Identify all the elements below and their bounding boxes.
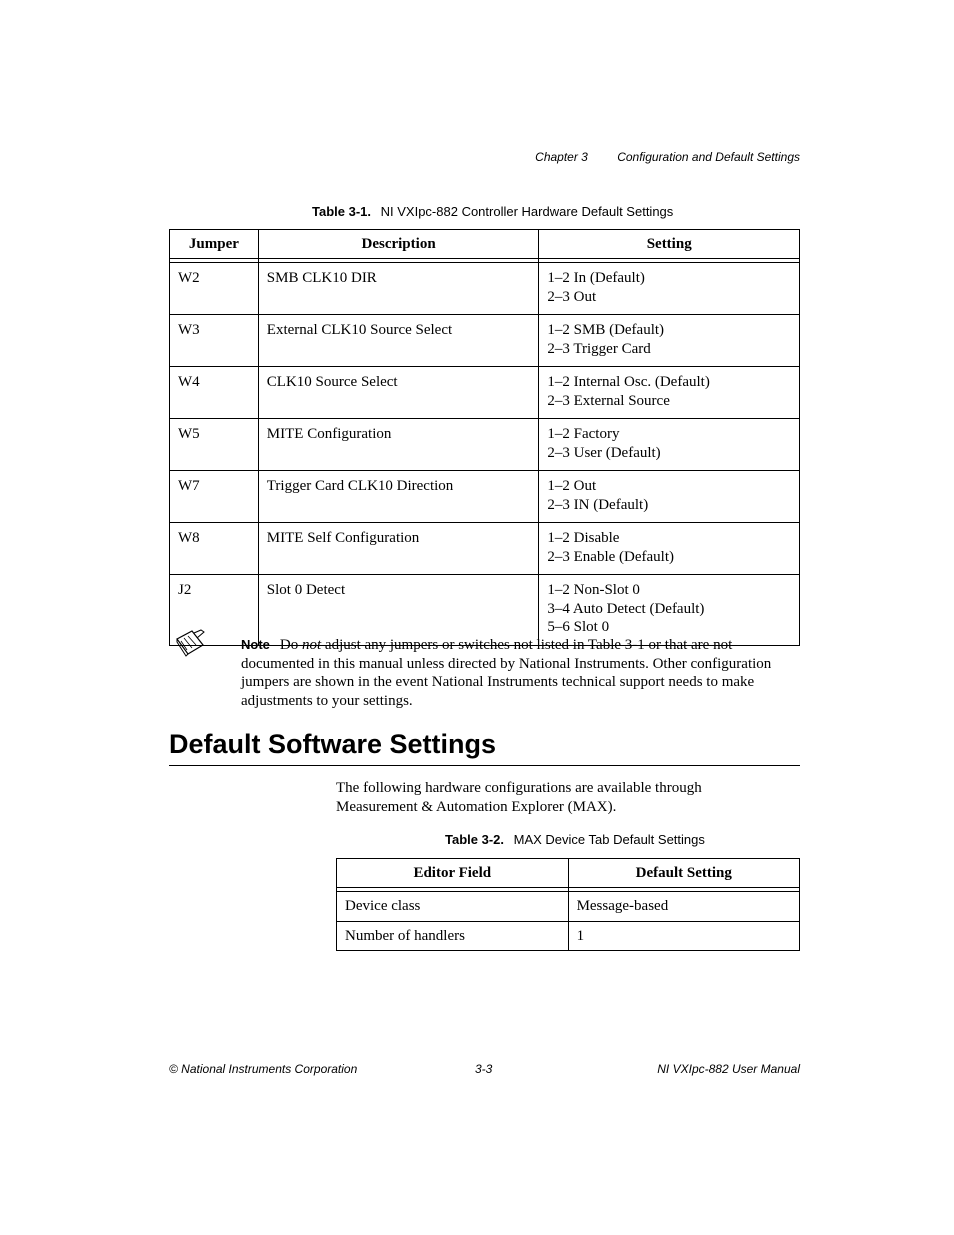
- setting-line: 2–3 Out: [547, 288, 597, 305]
- setting-line: 1–2 SMB (Default): [547, 322, 665, 338]
- default-setting-cell: 1: [576, 927, 585, 944]
- description-cell: MITE Configuration: [266, 426, 392, 442]
- hardware-settings-table: [169, 229, 800, 646]
- note-label: Note: [241, 637, 270, 652]
- footer-copyright: © National Instruments Corporation: [169, 1062, 358, 1076]
- setting-line: 1–2 Non-Slot 0: [547, 582, 640, 598]
- default-setting-cell: Message-based: [576, 898, 669, 914]
- note-paragraph: [241, 636, 801, 710]
- section-heading: Default Software Settings: [169, 726, 800, 766]
- note-pad-icon: [175, 629, 205, 657]
- table-row: [170, 471, 800, 523]
- table2-caption-number: Table 3-2.: [445, 832, 505, 847]
- note-emphasis: not: [301, 637, 322, 653]
- setting-line: 1–2 In (Default): [547, 270, 645, 286]
- setting-line: 1–2 Internal Osc. (Default): [547, 374, 710, 390]
- max-device-tab-table: [336, 858, 800, 951]
- table1-caption: [312, 204, 673, 219]
- header-title: Configuration and Default Settings: [617, 150, 800, 164]
- table2-caption-text: MAX Device Tab Default Settings: [513, 832, 705, 847]
- jumper-cell: W2: [178, 270, 200, 286]
- table-row: [337, 892, 800, 922]
- intro-paragraph: The following hardware configurations are available through Measurement & Automation Explorer (MAX).: [336, 780, 702, 815]
- description-cell: MITE Self Configuration: [266, 530, 420, 546]
- table-row: [337, 921, 800, 951]
- jumper-cell: J2: [178, 582, 192, 598]
- editor-field-cell: Device class: [345, 898, 421, 914]
- description-cell: CLK10 Source Select: [266, 374, 398, 390]
- table-header-row: [170, 230, 800, 259]
- description-cell: SMB CLK10 DIR: [266, 270, 377, 286]
- column-header-description: Description: [258, 230, 539, 259]
- editor-field-cell: Number of handlers: [345, 927, 465, 944]
- setting-line: 2–3 User (Default): [547, 444, 661, 461]
- note-text-after: adjust any jumpers or switches not listed in Table 3-1 or that are not documented in this manual unless directed by National Instruments. Other configuration jumpers are shown in the event National Instruments technical support needs to make adjustments to your settings.: [241, 637, 772, 709]
- jumper-cell: W3: [178, 322, 200, 338]
- jumper-cell: W8: [178, 530, 200, 546]
- column-header-default-setting: Default Setting: [568, 859, 799, 888]
- table-row: [170, 263, 800, 315]
- setting-line: 2–3 External Source: [547, 392, 670, 409]
- header-chapter: Chapter 3: [535, 150, 588, 164]
- note-text-before: Do: [279, 637, 302, 653]
- column-header-setting: Setting: [539, 230, 800, 259]
- table-row: [170, 575, 800, 646]
- table-row: [170, 419, 800, 471]
- table1-caption-text: NI VXIpc-882 Controller Hardware Default Settings: [380, 204, 674, 219]
- column-header-jumper: Jumper: [170, 230, 259, 259]
- jumper-cell: W4: [178, 374, 200, 390]
- setting-line: 3–4 Auto Detect (Default): [547, 600, 705, 617]
- setting-line: 5–6 Slot 0: [547, 619, 610, 635]
- column-header-editor-field: Editor Field: [337, 859, 569, 888]
- table2-caption: [445, 832, 705, 847]
- setting-line: 1–2 Out: [547, 478, 597, 494]
- description-cell: External CLK10 Source Select: [266, 322, 453, 338]
- description-cell: Slot 0 Detect: [266, 582, 346, 598]
- table1-caption-number: Table 3-1.: [312, 204, 372, 219]
- running-header: [535, 150, 800, 164]
- table-row: [170, 315, 800, 367]
- table-header-row: [337, 859, 800, 888]
- table-row: [170, 523, 800, 575]
- setting-line: 2–3 Trigger Card: [547, 340, 651, 357]
- setting-line: 1–2 Factory: [547, 426, 620, 442]
- setting-line: 2–3 IN (Default): [547, 496, 649, 513]
- jumper-cell: W5: [178, 426, 200, 442]
- footer-page-number: 3-3: [475, 1062, 493, 1076]
- setting-line: 1–2 Disable: [547, 530, 620, 546]
- description-cell: Trigger Card CLK10 Direction: [266, 478, 454, 494]
- footer-manual-title: NI VXIpc-882 User Manual: [657, 1062, 800, 1076]
- setting-line: 2–3 Enable (Default): [547, 548, 675, 565]
- jumper-cell: W7: [178, 478, 200, 494]
- table-row: [170, 367, 800, 419]
